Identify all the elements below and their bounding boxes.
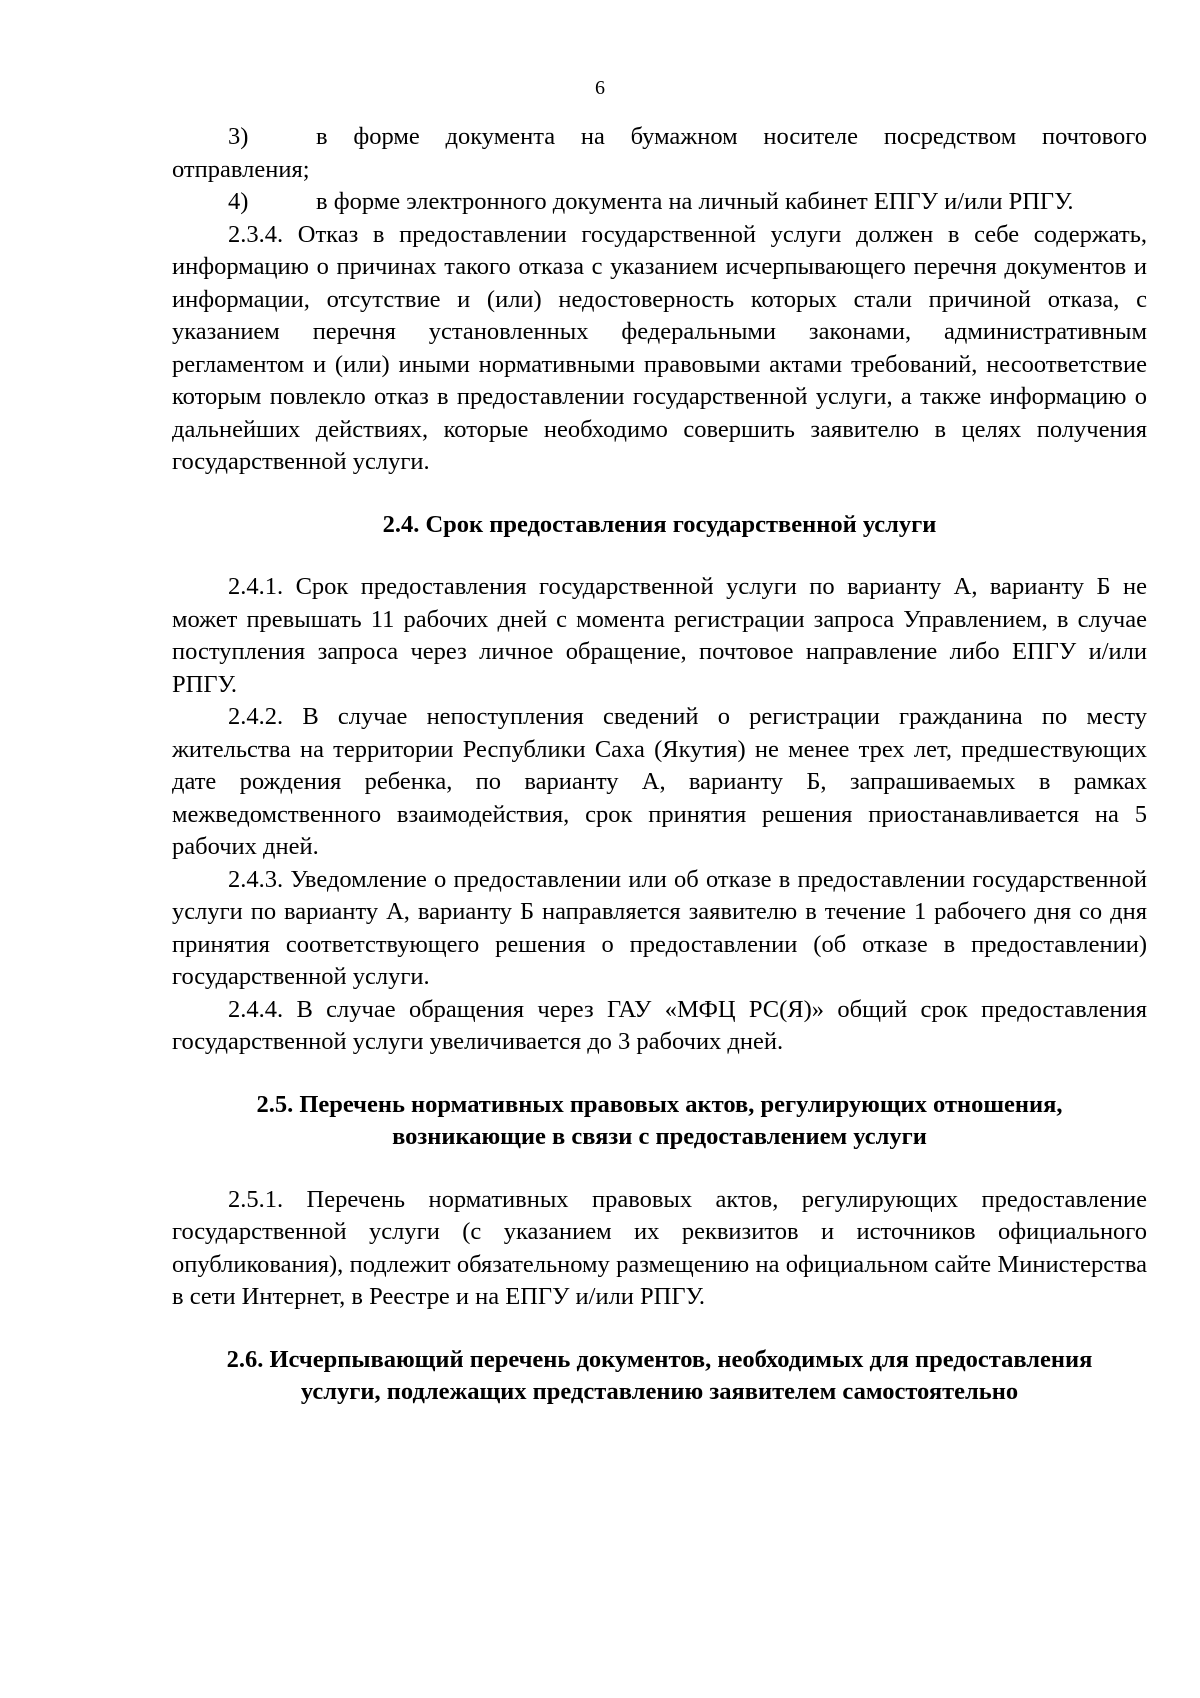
spacer — [172, 1154, 1147, 1184]
paragraph-2-4-4: 2.4.4. В случае обращения через ГАУ «МФЦ РС(Я)» общий срок предоставления государственной услуги увеличивается до 3 рабочих дней. — [172, 995, 1147, 1055]
spacer — [172, 1314, 1147, 1344]
list-item-number: 3) — [228, 123, 249, 150]
list-item-text: в форме документа на бумажном носителе посредством почтового отправления; — [172, 123, 1147, 183]
paragraph-2-4-2: 2.4.2. В случае непоступления сведений о регистрации гражданина по месту жительства на территории Республики Саха (Якутия) не менее трех лет, предшествующих дате рождения ребенка, по варианту А, варианту Б, запрашиваемых в рамках межведомственного взаимодействия, срок принятия решения приостанавливается на 5 рабочих дней. — [172, 703, 1147, 860]
list-item — [172, 121, 1147, 186]
list-item-number: 4) — [228, 188, 249, 215]
paragraph-2-5-1: 2.5.1. Перечень нормативных правовых актов, регулирующих предоставление государственной услуги (с указанием их реквизитов и источников официального опубликования), подлежит обязательному размещению на официальном сайте Министерства в сети Интернет, в Реестре и на ЕПГУ и/или РПГУ. — [172, 1185, 1147, 1310]
spacer — [172, 541, 1147, 571]
spacer — [172, 1059, 1147, 1089]
document-body — [172, 121, 1147, 1409]
paragraph-2-3-4: 2.3.4. Отказ в предоставлении государственной услуги должен в себе содержать, информацию о причинах такого отказа с указанием исчерпывающего перечня документов и информации, отсутствие и (или) недостоверность которых стали причиной отказа, с указанием перечня установленных федеральными законами, административным регламентом и (или) иными нормативными правовыми актами требований, несоответствие которым повлекло отказ в предоставлении государственной услуги, а также информацию о дальнейших действиях, которые необходимо совершить заявителю в целях получения государственной услуги. — [172, 220, 1147, 475]
list-item — [172, 186, 1147, 219]
section-heading-2-4: 2.4. Срок предоставления государственной услуги — [382, 510, 937, 538]
paragraph-2-4-3: 2.4.3. Уведомление о предоставлении или об отказе в предоставлении государственной услуги по варианту А, варианту Б направляется заявителю в течение 1 рабочего дня со дня принятия соответствующего решения о предоставлении (об отказе в предоставлении) государственной услуги. — [172, 865, 1147, 990]
page-number: 6 — [595, 77, 605, 99]
list-item-text: в форме электронного документа на личный кабинет ЕПГУ и/или РПГУ. — [316, 188, 1074, 215]
section-heading-2-6: 2.6. Исчерпывающий перечень документов, необходимых для предоставления услуги, подлежащих представлению заявителем самостоятельно — [226, 1345, 1093, 1405]
paragraph-2-4-1: 2.4.1. Срок предоставления государственной услуги по варианту А, варианту Б не может превышать 11 рабочих дней с момента регистрации запроса Управлением, в случае поступления запроса через личное обращение, почтовое направление либо ЕПГУ и/или РПГУ. — [172, 573, 1147, 698]
section-heading-2-5: 2.5. Перечень нормативных правовых актов, регулирующих отношения, возникающие в связи с предоставлением услуги — [256, 1090, 1063, 1150]
spacer — [172, 479, 1147, 509]
